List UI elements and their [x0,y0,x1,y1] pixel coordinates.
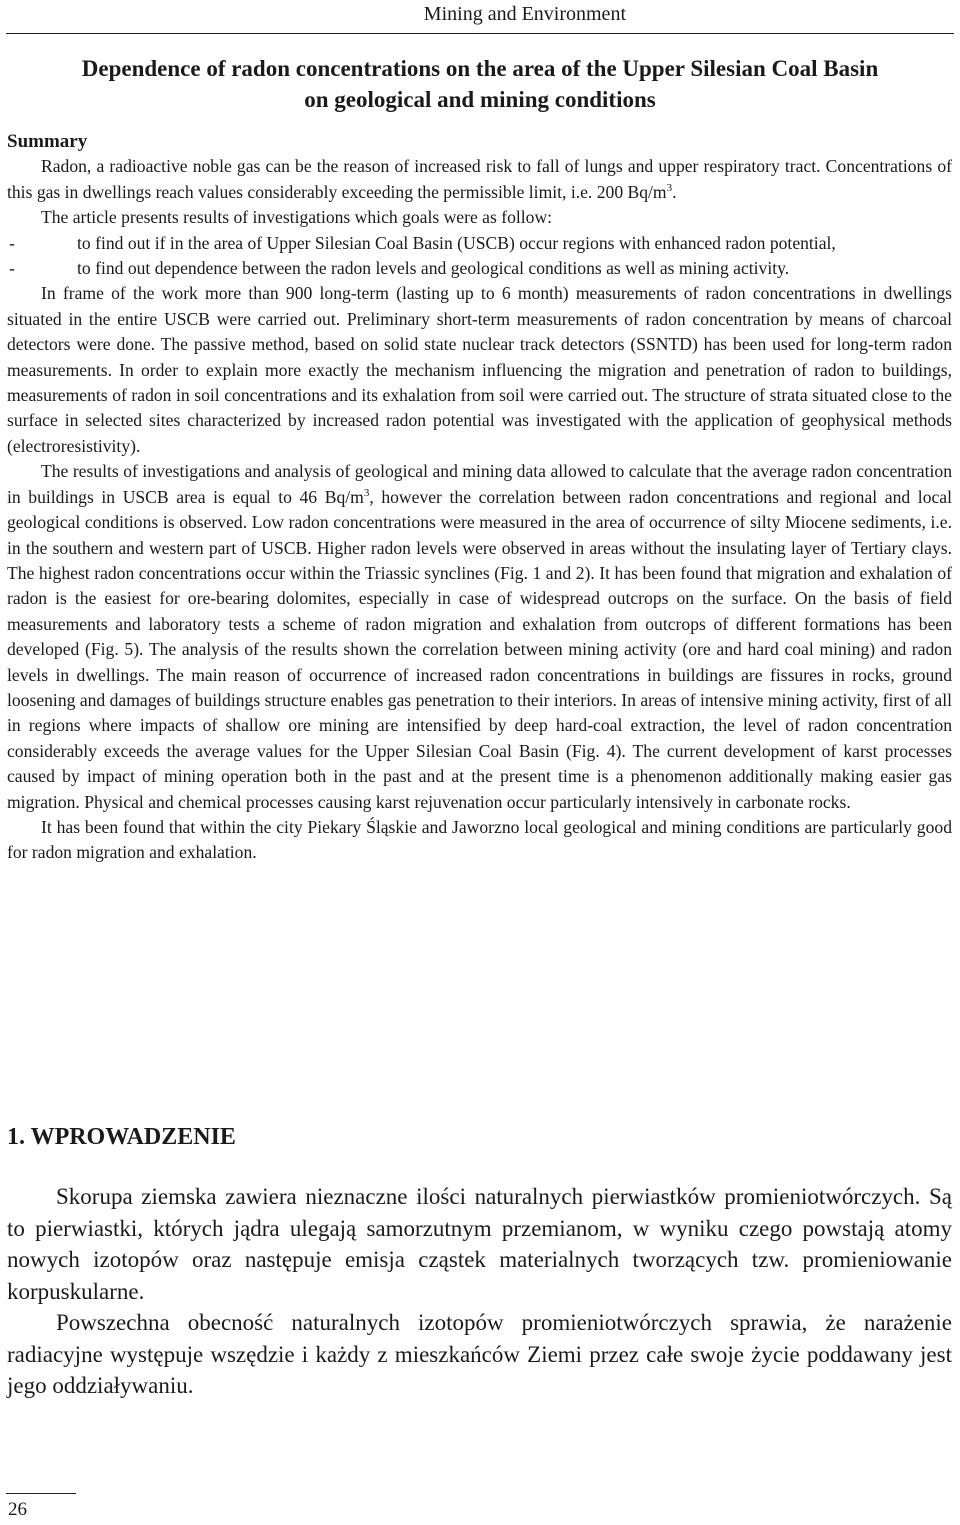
summary-p4-text: The results of investigations and analysis of geological and mining data allowed to calculate that the average radon concentration in buildings in USCB area is equal to 46 Bq/m [7,461,952,507]
summary-paragraph-3: In frame of the work more than 900 long-term (lasting up to 6 month) measurements of radon concentrations in dwellings situated in the entire USCB were carried out. Preliminary short-term measurements of radon concentration by means of charcoal detectors were done. The passive method, based on solid state nuclear track detectors (SSNTD) has been used for long-term radon measurements. In order to explain more exactly the mechanism influencing the migration and penetration of radon to buildings, measurements of radon in soil concentrations and its exhalation from soil were carried out. The structure of strata situated close to the surface in selected sites characterized by increased radon potential was investigated with the application of geophysical methods (electroresistivity). [7,283,952,456]
summary-p4-superscript: 3 [363,486,370,499]
summary-p1-tail: . [672,181,677,202]
summary-paragraph-5: It has been found that within the city Piekary Śląskie and Jaworzno local geological and mining conditions are particularly good for radon migration and exhalation. [7,816,952,863]
list-item-text: to find out dependence between the radon levels and geological conditions as well as mining activity. [77,258,790,279]
list-bullet: - [9,232,15,253]
summary-p4-tail: , however the correlation between radon concentrations and regional and local geological conditions is observed. Low radon concentrations were measured in the area of occurrence of silty Miocene sediments, i.e. in the southern and western part of USCB. Higher radon levels were observed in areas without the insulating layer of Tertiary clays. The highest radon concentrations occur within the Triassic synclines (Fig. 1 and 2). It has been found that migration and exhalation of radon is the easiest for ore-bearing dolomites, especially in case of widespread outcrops on the surface. On the basis of field measurements and laboratory tests a scheme of radon migration and exhalation from outcrops of different formations has been developed (Fig. 5). The analysis of the results shown the correlation between mining activity (ore and hard coal mining) and radon levels in dwellings. The main reason of occurrence of increased radon concentrations in buildings are fissures in rocks, ground loosening and damages of buildings structure enables gas penetration to their interiors. In areas of intensive mining activity, first of all in regions where impacts of shallow ore mining are intensified by deep hard-coal extraction, the level of radon concentration considerably exceeds the average values for the Upper Silesian Coal Basin (Fig. 4). The current development of karst processes caused by impact of mining operation both in the past and at the present time is a phenomenon additionally making easier gas migration. Physical and chemical processes causing karst rejuvenation occur particularly intensively in carbonate rocks. [7,486,952,812]
section-body [7,1181,952,1402]
page-number: 26 [8,1499,27,1520]
article-title-line-1: Dependence of radon concentrations on the area of the Upper Silesian Coal Basin [81,56,879,81]
body-paragraph-1: Skorupa ziemska zawiera nieznaczne ilości naturalnych pierwiastków promieniotwórczych. Są to pierwiastki, których jądra ulegają samorzutnym przemianom, w wyniku czego powstają atomy nowych izotopów oraz następuje emisja cząstek materialnych tworzących tzw. promieniowanie korpuskularne. [7,1184,952,1304]
article-title [0,53,960,115]
list-item [7,231,952,256]
article-title-line-2: on geological and mining conditions [304,87,656,112]
summary-heading: Summary [7,131,88,152]
body-paragraph-2: Powszechna obecność naturalnych izotopów promieniotwórczych sprawia, że narażenie radiacyjne występuje wszędzie i każdy z mieszkańców Ziemi przez całe swoje życie poddawany jest jego oddziaływaniu. [7,1310,952,1398]
section-heading: 1. WPROWADZENIE [7,1124,236,1150]
summary-p1-superscript: 3 [666,181,673,194]
summary-section [7,129,952,866]
list-item-text: to find out if in the area of Upper Silesian Coal Basin (USCB) occur regions with enhanced radon potential, [77,232,836,253]
summary-paragraph-1 [7,154,952,205]
list-item [7,256,952,281]
running-header: Mining and Environment [423,3,626,25]
footer-rule [6,1493,76,1494]
goals-list [7,231,952,282]
summary-paragraph-4 [7,459,952,815]
list-bullet: - [9,258,15,279]
summary-paragraph-2: The article presents results of investigations which goals were as follow: [41,207,553,228]
summary-p1-text: Radon, a radioactive noble gas can be the reason of increased risk to fall of lungs and upper respiratory tract. Concentrations of this gas in dwellings reach values considerably exceeding the permissible limit, i.e. 200 Bq/m [7,156,952,202]
header-rule [6,33,954,34]
